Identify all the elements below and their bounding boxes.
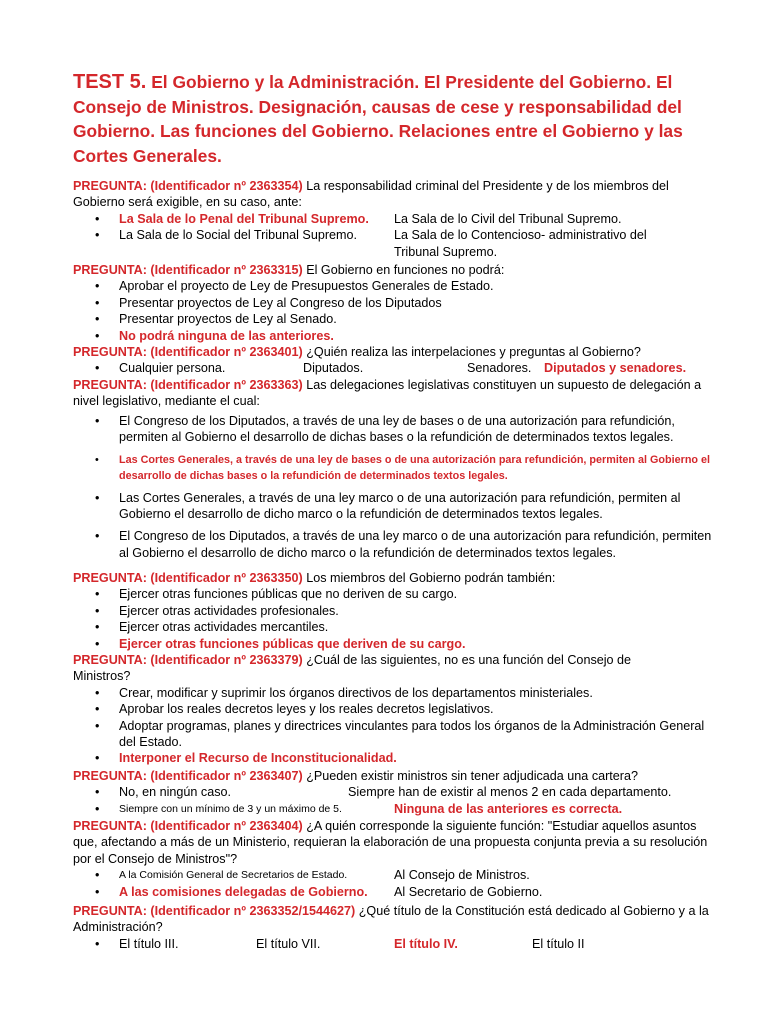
option-correct: • Interponer el Recurso de Inconstitucionalidad. — [73, 750, 713, 766]
option: La Sala de lo Civil del Tribunal Supremo. — [394, 211, 622, 226]
question-3 — [73, 344, 713, 377]
option-row — [73, 801, 713, 817]
option-row — [73, 884, 713, 900]
option: • Ejercer otras funciones públicas que no deriven de su cargo. — [73, 586, 713, 602]
option: • El título III. — [119, 936, 179, 951]
question-id: PREGUNTA: (Identificador nº 2363401) — [73, 345, 303, 359]
question-id: PREGUNTA: (Identificador nº 2363315) — [73, 263, 303, 277]
option: • A la Comisión General de Secretarios de Estado. — [119, 869, 348, 882]
options-list — [73, 413, 713, 561]
option-row — [73, 936, 713, 952]
option: El título VII. — [256, 936, 321, 951]
question-7 — [73, 768, 713, 817]
option-correct: • La Sala de lo Penal del Tribunal Supremo. — [119, 211, 369, 226]
option-row — [73, 360, 713, 376]
option: Al Secretario de Gobierno. — [394, 884, 543, 899]
question-id: PREGUNTA: (Identificador nº 2363352/1544627) — [73, 904, 356, 918]
question-9 — [73, 903, 713, 952]
question-text: PREGUNTA: (Identificador nº 2363354) La responsabilidad criminal del Presidente y de los miembros del Gobierno será exigible, en su caso, ante: — [73, 179, 669, 210]
option: • Aprobar el proyecto de Ley de Presupuestos Generales de Estado. — [73, 278, 713, 294]
option: • Ejercer otras actividades mercantiles. — [73, 619, 713, 635]
options-list — [73, 278, 713, 344]
option: • Presentar proyectos de Ley al Senado. — [73, 311, 713, 327]
question-id: PREGUNTA: (Identificador nº 2363379) — [73, 653, 303, 667]
option-correct: • A las comisiones delegadas de Gobierno. — [119, 884, 368, 899]
options-list — [73, 867, 713, 900]
question-text: PREGUNTA: (Identificador nº 2363363) Las delegaciones legislativas constituyen un supuesto de delegación a nivel legislativo, mediante el cual: — [73, 378, 702, 409]
option-row — [73, 227, 713, 260]
question-text: PREGUNTA: (Identificador nº 2363350) Los miembros del Gobierno podrán también: — [73, 571, 556, 585]
question-text: PREGUNTA: (Identificador nº 2363407) ¿Pueden existir ministros sin tener adjudicada una cartera? — [73, 769, 639, 783]
question-6 — [73, 652, 713, 767]
options-list — [73, 936, 713, 952]
option: • Presentar proyectos de Ley al Congreso de los Diputados — [73, 295, 713, 311]
option: • La Sala de lo Social del Tribunal Supremo. — [119, 228, 358, 243]
option: El título II — [532, 936, 585, 951]
option-correct: Ninguna de las anteriores es correcta. — [394, 801, 623, 816]
option: • Crear, modificar y suprimir los órganos directivos de los departamentos ministeriales. — [73, 685, 713, 701]
question-text: PREGUNTA: (Identificador nº 2363379) ¿Cuál de las siguientes, no es una función del Consejo de Ministros? — [73, 653, 632, 684]
options-list — [73, 360, 713, 376]
question-4 — [73, 377, 713, 561]
option: • Siempre con un mínimo de 3 y un máximo de 5. — [119, 802, 342, 815]
option: • Las Cortes Generales, a través de una ley marco o de una autorización para refundición, permiten al Gobierno el desarrollo de dicho marco o la refundición de determinados textos legales. — [73, 490, 713, 523]
option: Diputados. — [303, 361, 364, 376]
option-correct: El título IV. — [394, 936, 458, 951]
option-correct: Diputados y senadores. — [544, 361, 687, 376]
option: • El Congreso de los Diputados, a través de una ley de bases o de una autorización para refundición, permiten al Gobierno el desarrollo de dichas bases o la refundición de determinados textos legales. — [73, 413, 713, 446]
options-list — [73, 586, 713, 652]
option: • Adoptar programas, planes y directrices vinculantes para todos los órganos de la Administración General del Estado. — [73, 718, 713, 751]
test-number: TEST 5. — [73, 71, 147, 93]
question-text: PREGUNTA: (Identificador nº 2363315) El Gobierno en funciones no podrá: — [73, 263, 505, 277]
question-5 — [73, 570, 713, 652]
option-correct: • Las Cortes Generales, a través de una ley de bases o de una autorización para refundición, permiten al Gobierno el desarrollo de dichas bases o la refundición de determinados textos legales. — [73, 452, 713, 484]
option: • Cualquier persona. — [119, 361, 226, 376]
test-title — [73, 70, 713, 168]
option: • El Congreso de los Diputados, a través de una ley marco o de una autorización para refundición, permiten al Gobierno el desarrollo de dicho marco o la refundición de determinados textos legales. — [73, 528, 713, 561]
option: Al Consejo de Ministros. — [394, 868, 530, 883]
option: • Aprobar los reales decretos leyes y los reales decretos legislativos. — [73, 701, 713, 717]
option: La Sala de lo Contencioso- administrativo del Tribunal Supremo. — [394, 228, 647, 259]
question-id: PREGUNTA: (Identificador nº 2363404) — [73, 819, 303, 833]
options-list — [73, 685, 713, 767]
question-id: PREGUNTA: (Identificador nº 2363354) — [73, 179, 303, 193]
question-text: PREGUNTA: (Identificador nº 2363401) ¿Quién realiza las interpelaciones y preguntas al Gobierno? — [73, 345, 641, 359]
option-row — [73, 211, 713, 227]
option-row — [73, 784, 713, 800]
test-title-text: El Gobierno y la Administración. El Presidente del Gobierno. El Consejo de Ministros. Designación, causas de cese y responsabilidad del Gobierno. Las funciones del Gobierno. Relaciones entre el Gobierno y las Cortes Generales. — [73, 72, 683, 166]
question-text: PREGUNTA: (Identificador nº 2363404) ¿A quién corresponde la siguiente función: "Estudiar aquellos asuntos que, afectando a más de un Ministerio, requieran la elaboración de una propuesta conjunta previa a su resolución por el Consejo de Ministros"? — [73, 819, 708, 866]
question-8 — [73, 818, 713, 900]
question-id: PREGUNTA: (Identificador nº 2363350) — [73, 571, 303, 585]
question-id: PREGUNTA: (Identificador nº 2363407) — [73, 769, 303, 783]
option: Senadores. — [467, 361, 532, 376]
question-id: PREGUNTA: (Identificador nº 2363363) — [73, 378, 303, 392]
option-correct: • Ejercer otras funciones públicas que deriven de su cargo. — [73, 636, 713, 652]
question-2 — [73, 262, 713, 344]
option: • No, en ningún caso. — [119, 785, 232, 800]
option-row — [73, 867, 713, 883]
option: • Ejercer otras actividades profesionales. — [73, 603, 713, 619]
options-list — [73, 211, 713, 260]
option: Siempre han de existir al menos 2 en cada departamento. — [348, 785, 672, 800]
option-correct: • No podrá ninguna de las anteriores. — [73, 328, 713, 344]
question-1 — [73, 178, 713, 260]
question-text: PREGUNTA: (Identificador nº 2363352/1544627) ¿Qué título de la Constitución está dedicado al Gobierno y a la Administración? — [73, 904, 709, 935]
options-list — [73, 784, 713, 817]
